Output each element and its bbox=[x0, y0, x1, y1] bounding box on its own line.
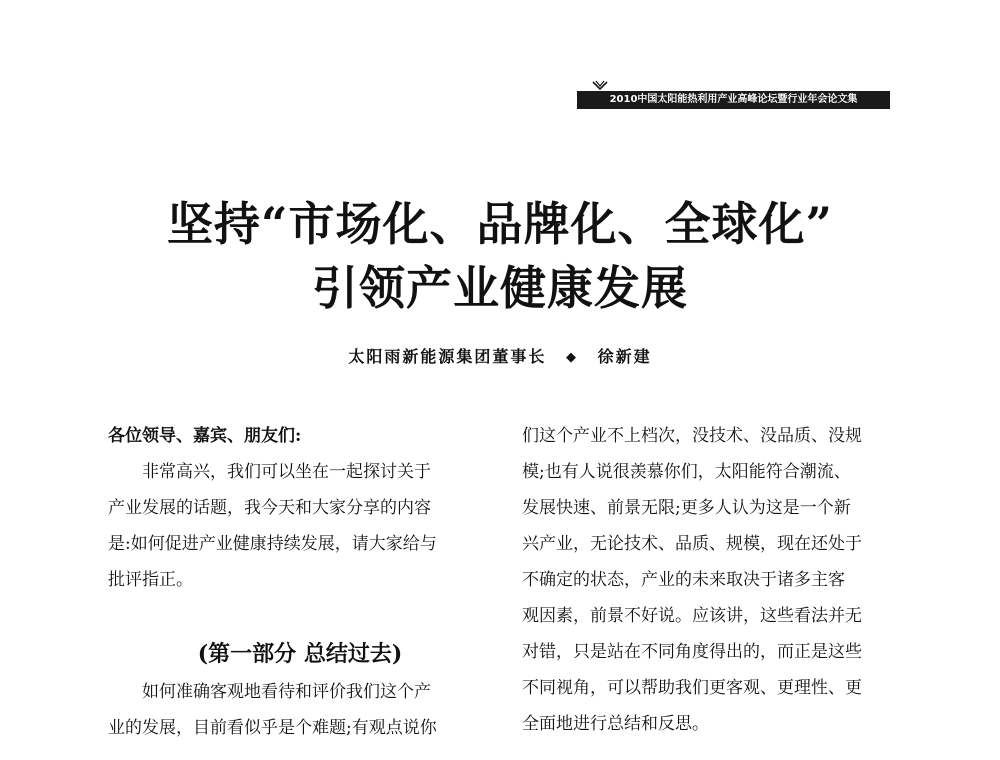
author-name: 徐新建 bbox=[597, 347, 652, 366]
paragraph-line: 模;也有人说很羡慕你们，太阳能符合潮流、 bbox=[522, 462, 851, 482]
paragraph-line: 发展快速、前景无限;更多人认为这是一个新 bbox=[522, 498, 851, 518]
paragraph-line: 如何准确客观地看待和评价我们这个产 bbox=[142, 682, 431, 702]
article-title-line-2: 引领产业健康发展 bbox=[312, 261, 688, 315]
paragraph-line: 兴产业，无论技术、品质、规模，现在还处于 bbox=[522, 534, 862, 554]
salutation: 各位领导、嘉宾、朋友们: bbox=[108, 426, 302, 446]
author-separator-icon: ◆ bbox=[566, 350, 578, 365]
author-line bbox=[0, 344, 1000, 367]
paragraph-line: 全面地进行总结和反思。 bbox=[522, 714, 709, 734]
paragraph-line: 是:如何促进产业健康持续发展，请大家给与 bbox=[108, 534, 437, 554]
paragraph-line: 批评指正。 bbox=[108, 570, 193, 590]
paragraph-line: 观因素，前景不好说。应该讲，这些看法并无 bbox=[522, 606, 862, 626]
right-column bbox=[522, 418, 894, 742]
author-affiliation: 太阳雨新能源集团董事长 bbox=[348, 347, 547, 366]
paragraph-line: 产业发展的话题，我今天和大家分享的内容 bbox=[108, 498, 431, 518]
section-heading: (第一部分 总结过去) bbox=[197, 641, 403, 667]
left-column bbox=[108, 418, 492, 746]
proceedings-banner: 2010中国太阳能热利用产业高峰论坛暨行业年会论文集 bbox=[577, 91, 890, 109]
paragraph-line: 不同视角，可以帮助我们更客观、更理性、更 bbox=[522, 678, 862, 698]
header-ornament-icon bbox=[592, 80, 608, 90]
paragraph-line: 非常高兴，我们可以坐在一起探讨关于 bbox=[142, 462, 431, 482]
paragraph-line: 们这个产业不上档次，没技术、没品质、没规 bbox=[522, 426, 862, 446]
paragraph-line: 对错，只是站在不同角度得出的，而正是这些 bbox=[522, 642, 862, 662]
paragraph-line: 不确定的状态，产业的未来取决于诸多主客 bbox=[522, 570, 845, 590]
paragraph-line: 业的发展，目前看似乎是个难题;有观点说你 bbox=[108, 718, 437, 738]
article-title-line-1: 坚持“市场化、品牌化、全球化” bbox=[167, 197, 833, 251]
